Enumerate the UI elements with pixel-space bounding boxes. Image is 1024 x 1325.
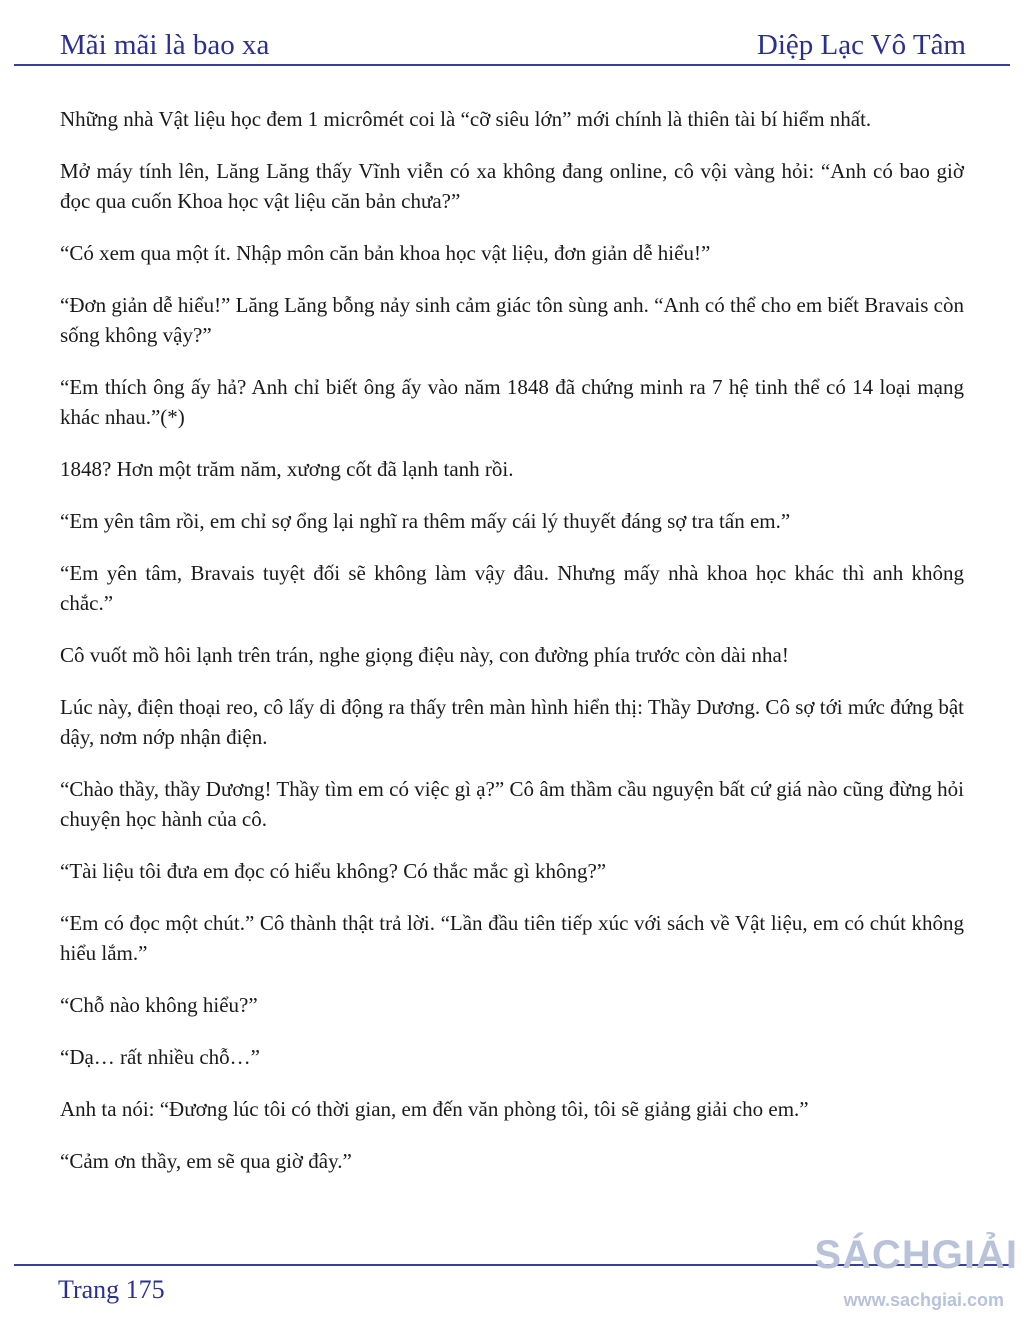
paragraph: “Em yên tâm rồi, em chỉ sợ ổng lại nghĩ ra thêm mấy cái lý thuyết đáng sợ tra tấn em.” bbox=[60, 509, 791, 533]
paragraph: Những nhà Vật liệu học đem 1 micrômét coi là “cỡ siêu lớn” mới chính là thiên tài bí hiểm nhất. bbox=[60, 107, 872, 131]
paragraph: 1848? Hơn một trăm năm, xương cốt đã lạnh tanh rồi. bbox=[60, 457, 514, 481]
page-number: Trang 175 bbox=[58, 1275, 165, 1304]
logo-wordmark: SÁCHGIẢI bbox=[814, 1233, 1018, 1277]
paragraph: “Em có đọc một chút.” Cô thành thật trả lời. “Lần đầu tiên tiếp xúc với sách về Vật liệu, em có chút không hiểu lắm.” bbox=[60, 911, 964, 965]
paragraph: “Dạ… rất nhiều chỗ…” bbox=[60, 1045, 261, 1069]
logo-url: www.sachgiai.com bbox=[843, 1290, 1004, 1310]
paragraph: “Em yên tâm, Bravais tuyệt đối sẽ không làm vậy đâu. Nhưng mấy nhà khoa học khác thì anh không chắc.” bbox=[60, 561, 964, 615]
paragraph: Anh ta nói: “Đương lúc tôi có thời gian, em đến văn phòng tôi, tôi sẽ giảng giải cho em.” bbox=[60, 1097, 809, 1121]
paragraph: “Chào thầy, thầy Dương! Thầy tìm em có việc gì ạ?” Cô âm thầm cầu nguyện bất cứ giá nào cũng đừng hỏi chuyện học hành của cô. bbox=[60, 777, 964, 831]
book-title: Mãi mãi là bao xa bbox=[60, 29, 270, 61]
paragraph: “Tài liệu tôi đưa em đọc có hiểu không? Có thắc mắc gì không?” bbox=[60, 859, 607, 883]
paragraph: “Chỗ nào không hiểu?” bbox=[60, 993, 258, 1017]
paragraph: Mở máy tính lên, Lăng Lăng thấy Vĩnh viễn có xa không đang online, cô vội vàng hỏi: “Anh có bao giờ đọc qua cuốn Khoa học vật liệu căn bản chưa?” bbox=[60, 159, 964, 213]
watermark-logo bbox=[814, 1228, 1018, 1311]
page-body bbox=[60, 104, 964, 1198]
page-header bbox=[60, 26, 966, 62]
paragraph: “Cảm ơn thầy, em sẽ qua giờ đây.” bbox=[60, 1149, 352, 1173]
paragraph: “Đơn giản dễ hiểu!” Lăng Lăng bỗng nảy sinh cảm giác tôn sùng anh. “Anh có thể cho em biết Bravais còn sống không vậy?” bbox=[60, 293, 964, 347]
header-divider bbox=[14, 64, 1010, 66]
paragraph: “Em thích ông ấy hả? Anh chỉ biết ông ấy vào năm 1848 đã chứng minh ra 7 hệ tinh thể có 14 loại mạng khác nhau.”(*) bbox=[60, 375, 964, 429]
paragraph: Cô vuốt mồ hôi lạnh trên trán, nghe giọng điệu này, con đường phía trước còn dài nha! bbox=[60, 643, 789, 667]
author-name: Diệp Lạc Vô Tâm bbox=[756, 29, 966, 61]
paragraph: Lúc này, điện thoại reo, cô lấy di động ra thấy trên màn hình hiển thị: Thầy Dương. Cô sợ tới mức đứng bật dậy, nơm nớp nhận điện. bbox=[60, 695, 964, 749]
paragraph: “Có xem qua một ít. Nhập môn căn bản khoa học vật liệu, đơn giản dễ hiểu!” bbox=[60, 241, 711, 265]
